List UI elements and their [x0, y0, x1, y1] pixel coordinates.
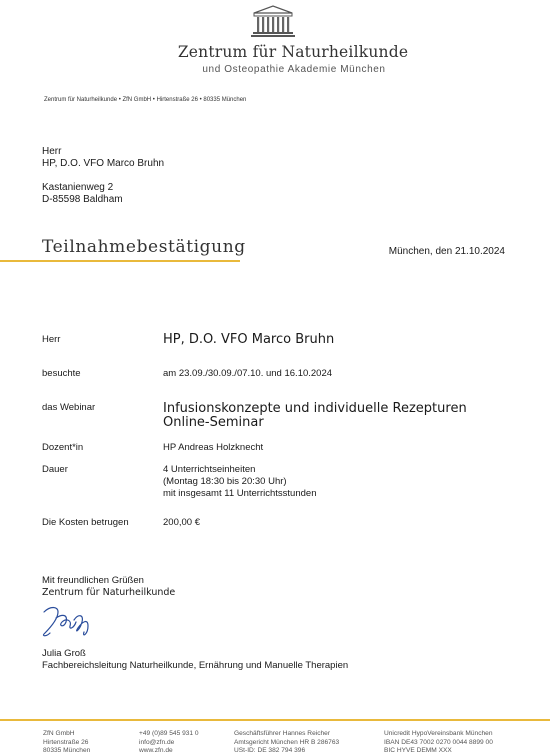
recipient-name: HP, D.O. VFO Marco Bruhn [42, 158, 165, 169]
signer-role: Fachbereichsleitung Naturheilkunde, Ernährung und Manuelle Therapien [42, 660, 349, 671]
recipient-salutation: Herr [42, 146, 62, 157]
document-title: Teilnahmebestätigung [42, 237, 246, 257]
webinar-label: das Webinar [42, 402, 96, 413]
duration-line-3: mit insgesamt 11 Unterrichtsstunden [163, 488, 317, 499]
duration-label: Dauer [42, 464, 68, 475]
duration-line-2: (Montag 18:30 bis 20:30 Uhr) [163, 476, 287, 487]
temple-logo-icon [250, 4, 296, 38]
duration-line-1: 4 Unterrichtseinheiten [163, 464, 256, 475]
closing-org: Zentrum für Naturheilkunde [42, 587, 176, 598]
title-underline [0, 260, 240, 262]
footer-legal: Geschäftsführer Hannes Reicher Amtsgericht München HR B 286763 USt-ID: DE 382 794 396 [234, 730, 340, 754]
document-date: München, den 21.10.2024 [388, 246, 505, 257]
webinar-subtitle: Online-Seminar [163, 415, 264, 430]
org-name: Zentrum für Naturheilkunde [177, 43, 409, 61]
webinar-title: Infusionskonzepte und individuelle Rezepturen [163, 401, 467, 416]
cost-label: Die Kosten betrugen [42, 517, 129, 528]
lecturer-value: HP Andreas Holzknecht [163, 442, 264, 453]
recipient-street: Kastanienweg 2 [42, 182, 114, 193]
recipient-city: D-85598 Baldham [42, 194, 123, 205]
footer-divider [0, 719, 550, 721]
closing-greeting: Mit freundlichen Grüßen [42, 575, 144, 586]
footer-contact: +49 (0)89 545 931 0 info@zfn.de www.zfn.de [139, 730, 199, 754]
signature [38, 604, 98, 640]
salutation-label: Herr [42, 334, 61, 345]
org-subtitle: und Osteopathie Akademie München [202, 64, 386, 75]
signer-name: Julia Groß [42, 648, 86, 659]
footer-bank: Unicredit HypoVereinsbank München IBAN DE43 7002 0270 0044 8899 00 BIC HYVE DEMM XXX [384, 730, 493, 754]
cost-value: 200,00 € [163, 517, 200, 528]
attended-dates: am 23.09./30.09./07.10. und 16.10.2024 [163, 368, 333, 379]
lecturer-label: Dozent*in [42, 442, 84, 453]
participant-name: HP, D.O. VFO Marco Bruhn [163, 332, 335, 347]
sender-line: Zentrum für Naturheilkunde • ZfN GmbH • Hirtenstraße 26 • 80335 München [44, 97, 247, 103]
footer-company: ZfN GmbH Hirtenstraße 26 80335 München [43, 730, 91, 754]
attended-label: besuchte [42, 368, 81, 379]
